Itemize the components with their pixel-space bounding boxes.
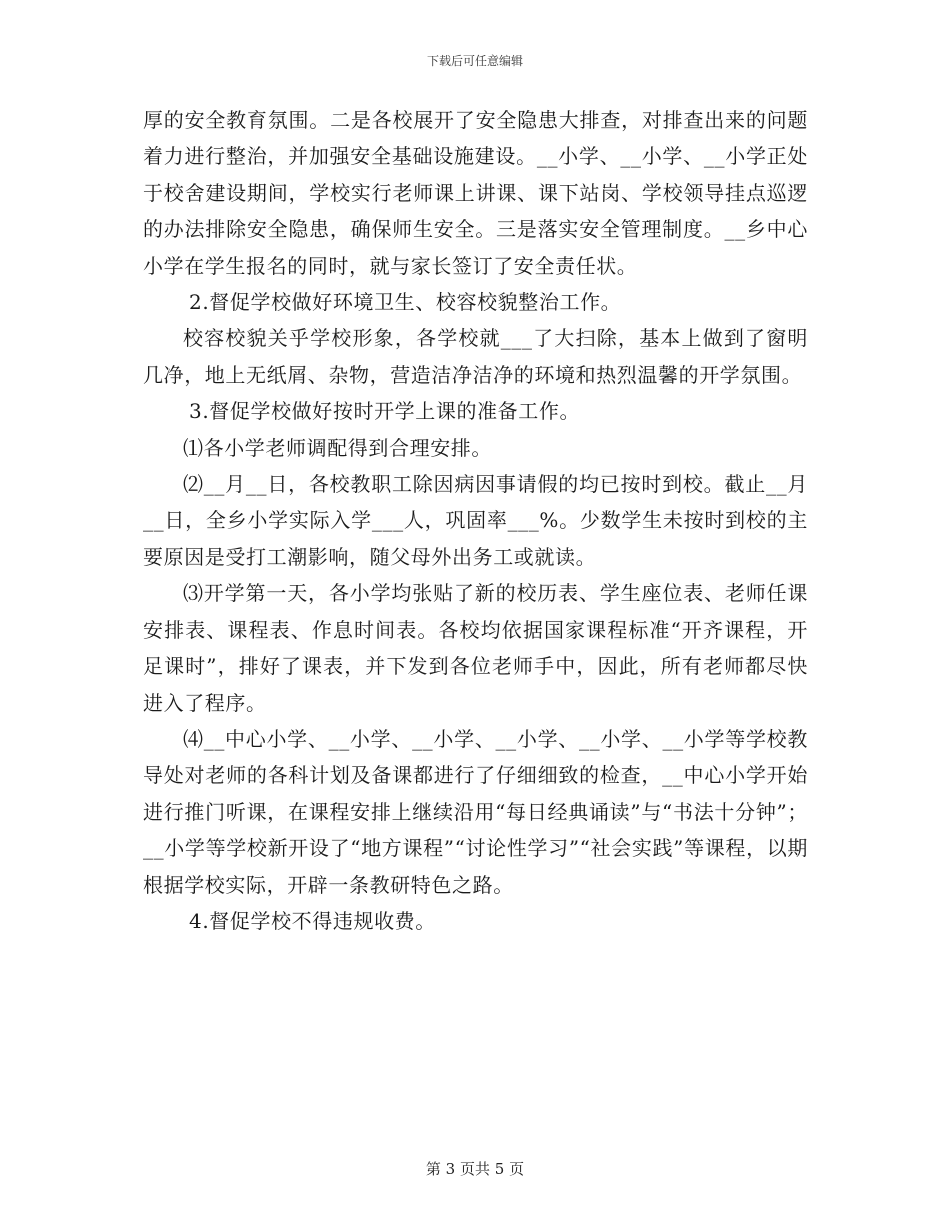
list-item-3: ⑶开学第一天，各小学均张贴了新的校历表、学生座位表、老师任课安排表、课程表、作息时间表。各校均依据国家课程标准“开齐课程，开足课时”，排好了课表，并下发到各位老师手中，因此，所有老师都尽快进入了程序。 xyxy=(143,581,808,715)
paragraph-continuation: 厚的安全教育氛围。二是各校展开了安全隐患大排查，对排查出来的问题着力进行整治，并加强安全基础设施建设。__小学、__小学、__小学正处于校舍建设期间，学校实行老师课上讲课、课下站岗、学校领导挂点巡逻的办法排除安全隐患，确保师生安全。三是落实安全管理制度。__乡中心小学在学生报名的同时，就与家长签订了安全责任状。 xyxy=(143,108,808,278)
paragraph-campus: 校容校貌关乎学校形象，各学校就___了大扫除，基本上做到了窗明几净，地上无纸屑、杂物，营造洁净洁净的环境和热烈温馨的开学氛围。 xyxy=(143,326,808,387)
page-header: 下载后可任意编辑 xyxy=(426,54,523,68)
list-item-1: ⑴各小学老师调配得到合理安排。 xyxy=(183,435,492,460)
list-item-2: ⑵__月__日，各校教职工除因病因事请假的均已按时到校。截止__月__日，全乡小学实际入学___人，巩固率___%。少数学生未按时到校的主要原因是受打工潮影响，随父母外出务工或就读。 xyxy=(143,472,808,569)
section-heading-3: 3.督促学校做好按时开学上课的准备工作。 xyxy=(189,399,581,424)
page-number: 第 3 页共 5 页 xyxy=(425,1160,525,1178)
section-heading-2: 2.督促学校做好环境卫生、校容校貌整治工作。 xyxy=(189,290,622,315)
section-heading-4: 4.督促学校不得违规收费。 xyxy=(189,908,436,933)
document-body xyxy=(143,102,808,939)
list-item-4: ⑷__中心小学、__小学、__小学、__小学、__小学、__小学等学校教导处对老师的各科计划及备课都进行了仔细细致的检查，__中心小学开始进行推门听课，在课程安排上继续沿用“每日经典诵读”与“书法十分钟”；__小学等学校新开设了“地方课程”“讨论性学习”“社会实践”等课程，以期根据学校实际，开辟一条教研特色之路。 xyxy=(143,726,808,897)
